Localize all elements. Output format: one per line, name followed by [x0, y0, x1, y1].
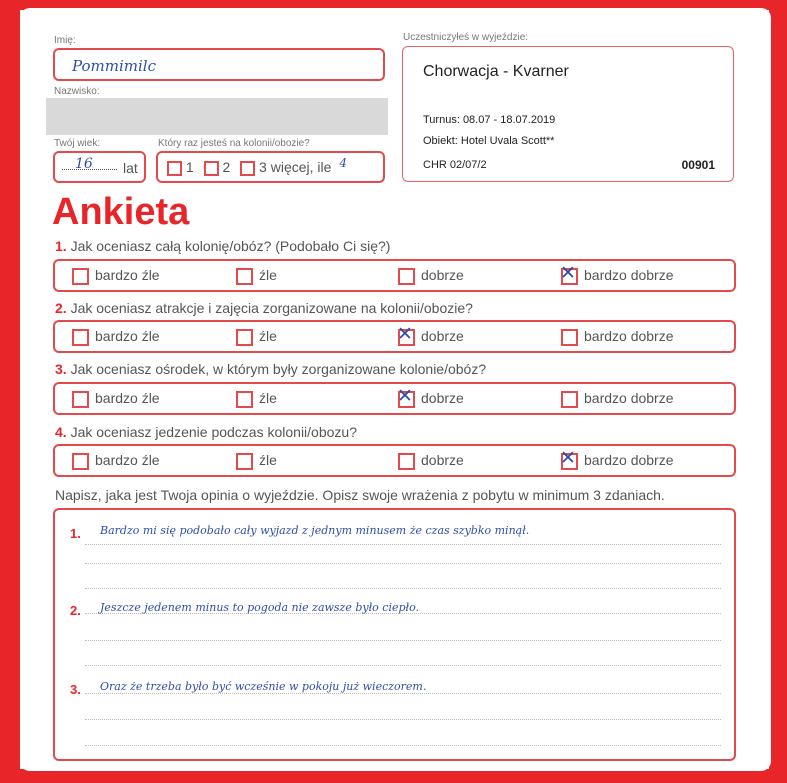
question-4-number: 4.	[55, 424, 67, 440]
surname-label: Nazwisko:	[54, 86, 100, 97]
times-option-2: 2	[222, 159, 231, 175]
times-checkbox-2[interactable]	[204, 161, 219, 176]
trip-code: CHR 02/07/2	[423, 159, 487, 171]
question-4	[55, 424, 357, 440]
times-option-1: 1	[185, 159, 194, 175]
q3-option-2[interactable]	[236, 390, 277, 408]
q1-option-2-label: źle	[259, 267, 277, 283]
q2-option-2[interactable]	[236, 328, 277, 346]
times-label: Który raz jesteś na kolonii/obozie?	[158, 138, 310, 149]
q2-option-3[interactable]	[397, 322, 464, 346]
q3-checkbox-3[interactable]	[397, 384, 415, 408]
opinion-box[interactable]	[53, 508, 736, 761]
q4-option-3-label: dobrze	[421, 452, 464, 468]
q4-option-2[interactable]	[236, 452, 277, 470]
q1-option-2[interactable]	[236, 267, 277, 285]
form-number: 00901	[681, 158, 715, 172]
question-2-number: 2.	[55, 300, 67, 316]
question-1	[55, 238, 390, 254]
q2-option-3-label: dobrze	[421, 328, 464, 344]
name-value: Pommimilc	[72, 57, 156, 75]
q2-checkbox-2[interactable]	[236, 329, 253, 346]
q1-option-1[interactable]	[72, 267, 160, 285]
writing-line	[85, 719, 721, 720]
q4-checkbox-3[interactable]	[398, 453, 415, 470]
q4-option-1[interactable]	[72, 452, 160, 470]
q2-checkbox-4[interactable]	[561, 329, 578, 346]
name-field[interactable]	[53, 48, 385, 81]
q1-checkbox-4[interactable]	[560, 261, 578, 285]
answer-2-number: 2.	[70, 603, 81, 618]
check-mark-icon: ✕	[397, 322, 413, 345]
opinion-prompt: Napisz, jaka jest Twoja opinia o wyjeździe. Opisz swoje wrażenia z pobytu w minimum 3 zdaniach.	[55, 487, 665, 503]
q1-option-1-label: bardzo źle	[95, 267, 160, 283]
writing-line	[85, 563, 721, 564]
q2-option-4[interactable]	[561, 328, 674, 346]
answer-3-number: 3.	[70, 682, 81, 697]
trip-info-box	[402, 46, 734, 182]
answer-3-text: Oraz że trzeba było być wcześnie w pokoju już wieczorem.	[100, 680, 427, 693]
trip-title: Chorwacja - Kvarner	[423, 63, 569, 80]
red-border-left	[0, 0, 20, 783]
question-3-number: 3.	[55, 361, 67, 377]
writing-line	[85, 588, 721, 589]
q3-checkbox-2[interactable]	[236, 391, 253, 408]
age-unit: lat	[123, 160, 138, 176]
q2-option-2-label: źle	[259, 328, 277, 344]
question-2-text: Jak oceniasz atrakcje i zajęcia zorganizowane na kolonii/obozie?	[70, 300, 473, 316]
q2-option-4-label: bardzo dobrze	[584, 328, 674, 344]
answer-1-text: Bardzo mi się podobało cały wyjazd z jednym minusem że czas szybko minął.	[100, 524, 530, 537]
age-value: 16	[75, 156, 93, 172]
answer-1-number: 1.	[70, 526, 81, 541]
q3-option-1-label: bardzo źle	[95, 390, 160, 406]
q1-checkbox-3[interactable]	[398, 268, 415, 285]
q4-option-2-label: źle	[259, 452, 277, 468]
q3-option-4-label: bardzo dobrze	[584, 390, 674, 406]
name-label: Imię:	[54, 35, 76, 46]
q1-option-4-label: bardzo dobrze	[584, 267, 674, 283]
q1-option-3[interactable]	[398, 267, 464, 285]
q2-option-1[interactable]	[72, 328, 160, 346]
q3-checkbox-4[interactable]	[561, 391, 578, 408]
q3-option-1[interactable]	[72, 390, 160, 408]
q3-option-4[interactable]	[561, 390, 674, 408]
age-label: Twój wiek:	[54, 138, 101, 149]
q3-option-3-label: dobrze	[421, 390, 464, 406]
question-1-text: Jak oceniasz całą kolonię/obóz? (Podobało Ci się?)	[70, 238, 391, 254]
check-mark-icon: ✕	[397, 384, 413, 407]
q3-option-3[interactable]	[397, 384, 464, 408]
turnus-text: Turnus: 08.07 - 18.07.2019	[423, 114, 556, 126]
q4-checkbox-2[interactable]	[236, 453, 253, 470]
q4-option-4[interactable]	[560, 446, 674, 470]
times-checkbox-1[interactable]	[167, 161, 182, 176]
question-2	[55, 300, 473, 316]
writing-line	[85, 745, 721, 746]
q1-checkbox-1[interactable]	[72, 268, 89, 285]
writing-line	[85, 665, 721, 666]
times-checkbox-3[interactable]	[240, 161, 255, 176]
question-4-options	[53, 444, 736, 477]
page-title: Ankieta	[52, 191, 190, 233]
times-options	[167, 156, 347, 176]
q1-option-4[interactable]	[560, 261, 674, 285]
times-value: 4	[339, 156, 347, 170]
question-3-text: Jak oceniasz ośrodek, w którym były zorganizowane kolonie/obóz?	[70, 361, 487, 377]
q4-option-4-label: bardzo dobrze	[584, 452, 674, 468]
question-3-options	[53, 382, 736, 415]
question-1-options	[53, 259, 736, 292]
participant-label: Uczestniczyłeś w wyjeździe:	[403, 32, 529, 43]
question-4-text: Jak oceniasz jedzenie podczas kolonii/obozu?	[70, 424, 357, 440]
q1-checkbox-2[interactable]	[236, 268, 253, 285]
writing-line	[85, 693, 721, 694]
q4-option-3[interactable]	[398, 452, 464, 470]
writing-line	[85, 544, 721, 545]
times-option-3: 3 więcej, ile	[259, 159, 332, 175]
q2-checkbox-1[interactable]	[72, 329, 89, 346]
check-mark-icon: ✕	[560, 261, 576, 284]
red-border-right	[769, 0, 787, 783]
q4-checkbox-4[interactable]	[560, 446, 578, 470]
check-mark-icon: ✕	[560, 446, 576, 469]
age-field[interactable]	[53, 151, 146, 183]
question-2-options	[53, 320, 736, 353]
q3-option-2-label: źle	[259, 390, 277, 406]
q4-option-1-label: bardzo źle	[95, 452, 160, 468]
answer-2-text: Jeszcze jedenem minus to pogoda nie zawsze było ciepło.	[100, 601, 420, 614]
red-border-bottom	[0, 769, 787, 783]
q2-option-1-label: bardzo źle	[95, 328, 160, 344]
q2-checkbox-3[interactable]	[397, 322, 415, 346]
writing-line	[85, 640, 721, 641]
question-3	[55, 361, 486, 377]
question-1-number: 1.	[55, 238, 67, 254]
surname-redacted	[46, 98, 388, 135]
times-field	[156, 151, 385, 183]
obiekt-text: Obiekt: Hotel Uvala Scott**	[423, 135, 555, 147]
q4-checkbox-1[interactable]	[72, 453, 89, 470]
q1-option-3-label: dobrze	[421, 267, 464, 283]
q3-checkbox-1[interactable]	[72, 391, 89, 408]
